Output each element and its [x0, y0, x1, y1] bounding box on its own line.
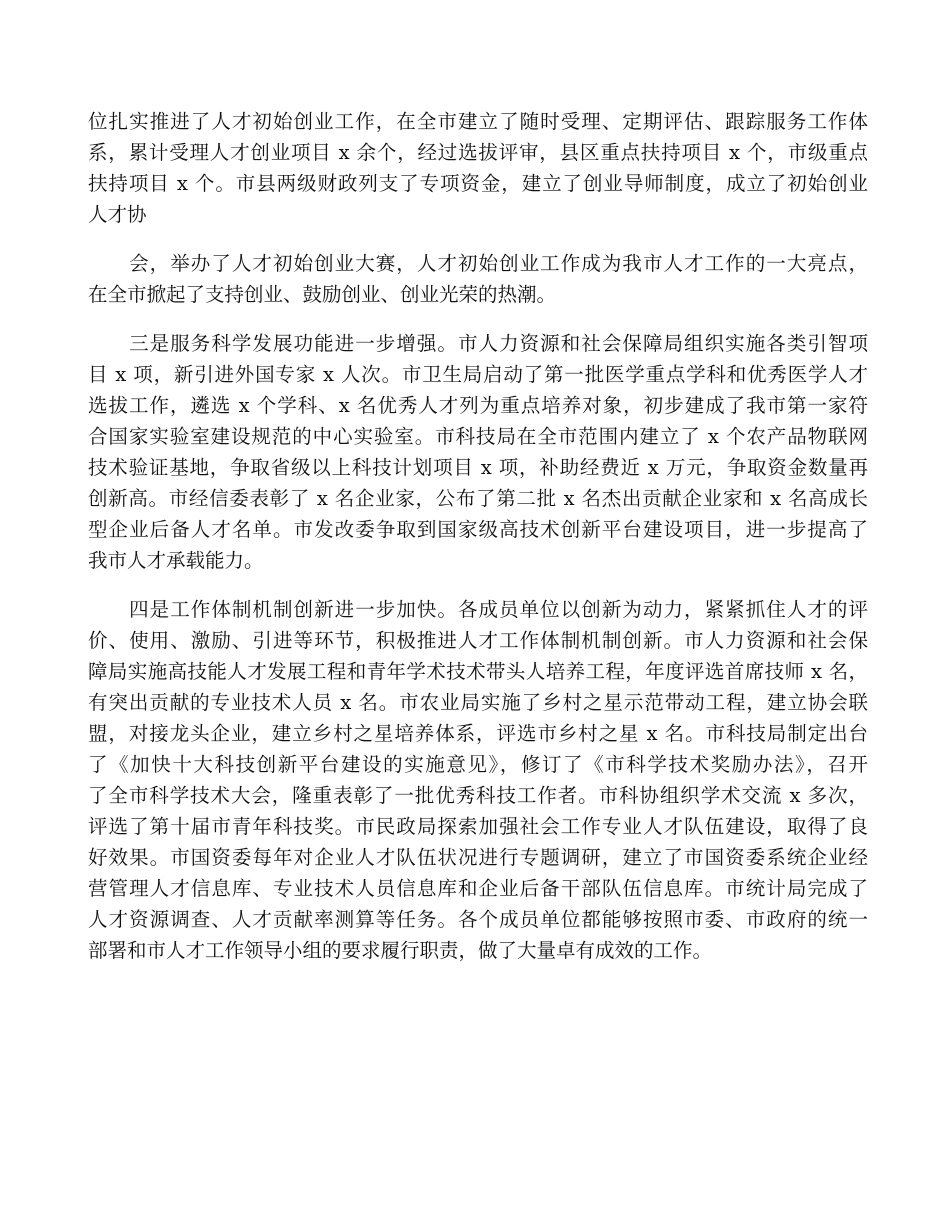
text-line: 扶持项目 x 个。市县两级财政列支了专项资金，建立了创业导师制度，成立了初始创业 — [88, 172, 868, 195]
paragraph-1 — [88, 106, 868, 230]
text-line: 部署和市人才工作领导小组的要求履行职责，做了大量卓有成效的工作。 — [88, 939, 713, 962]
text-line: 三是服务科学发展功能进一步增强。市人力资源和社会保障局组织实施各类引智项 — [88, 332, 868, 355]
text-line: 选拔工作，遴选 x 个学科、x 名优秀人才列为重点培养对象，初步建成了我市第一家符 — [88, 394, 868, 417]
text-line: 了全市科学技术大会，隆重表彰了一批优秀科技工作者。市科协组织学术交流 x 多次， — [88, 784, 868, 807]
text-line: 了《加快十大科技创新平台建设的实施意见》，修订了《市科学技术奖励办法》，召开 — [88, 753, 868, 776]
text-line: 人才资源调查、人才贡献率测算等任务。各个成员单位都能够按照市委、市政府的统一 — [88, 908, 868, 931]
text-line: 合国家实验室建设规范的中心实验室。市科技局在全市范围内建立了 x 个农产品物联网 — [88, 425, 868, 448]
text-line: 有突出贡献的专业技术人员 x 名。市农业局实施了乡村之星示范带动工程，建立协会联 — [88, 691, 868, 714]
paragraph-3 — [88, 328, 868, 576]
text-line: 人才协 — [88, 203, 147, 226]
paragraph-4 — [88, 594, 868, 966]
text-line: 位扎实推进了人才初始创业工作，在全市建立了随时受理、定期评估、跟踪服务工作体 — [88, 110, 868, 133]
text-line: 我市人才承载能力。 — [88, 549, 264, 572]
text-line: 创新高。市经信委表彰了 x 名企业家，公布了第二批 x 名杰出贡献企业家和 x 名高成长 — [88, 487, 868, 510]
text-line: 好效果。市国资委每年对企业人才队伍状况进行专题调研，建立了市国资委系统企业经 — [88, 846, 868, 869]
text-line: 目 x 项，新引进外国专家 x 人次。市卫生局启动了第一批医学重点学科和优秀医学人才 — [88, 363, 868, 386]
text-line: 四是工作体制机制创新进一步加快。各成员单位以创新为动力，紧紧抓住人才的评 — [88, 598, 868, 621]
text-line: 障局实施高技能人才发展工程和青年学术技术带头人培养工程，年度评选首席技师 x 名， — [88, 660, 868, 683]
text-line: 评选了第十届市青年科技奖。市民政局探索加强社会工作专业人才队伍建设，取得了良 — [88, 815, 868, 838]
document-body — [88, 106, 868, 984]
text-line: 系，累计受理人才创业项目 x 余个，经过选拔评审，县区重点扶持项目 x 个，市级重点 — [88, 141, 868, 164]
text-line: 型企业后备人才名单。市发改委争取到国家级高技术创新平台建设项目，进一步提高了 — [88, 518, 868, 541]
paragraph-2 — [88, 248, 868, 310]
text-line: 在全市掀起了支持创业、鼓励创业、创业光荣的热潮。 — [88, 283, 557, 306]
text-line: 营管理人才信息库、专业技术人员信息库和企业后备干部队伍信息库。市统计局完成了 — [88, 877, 868, 900]
text-line: 盟，对接龙头企业，建立乡村之星培养体系，评选市乡村之星 x 名。市科技局制定出台 — [88, 722, 868, 745]
text-line: 技术验证基地，争取省级以上科技计划项目 x 项，补助经费近 x 万元，争取资金数量再 — [88, 456, 868, 479]
text-line: 价、使用、激励、引进等环节，积极推进人才工作体制机制创新。市人力资源和社会保 — [88, 629, 868, 652]
text-line: 会，举办了人才初始创业大赛，人才初始创业工作成为我市人才工作的一大亮点， — [88, 252, 868, 275]
